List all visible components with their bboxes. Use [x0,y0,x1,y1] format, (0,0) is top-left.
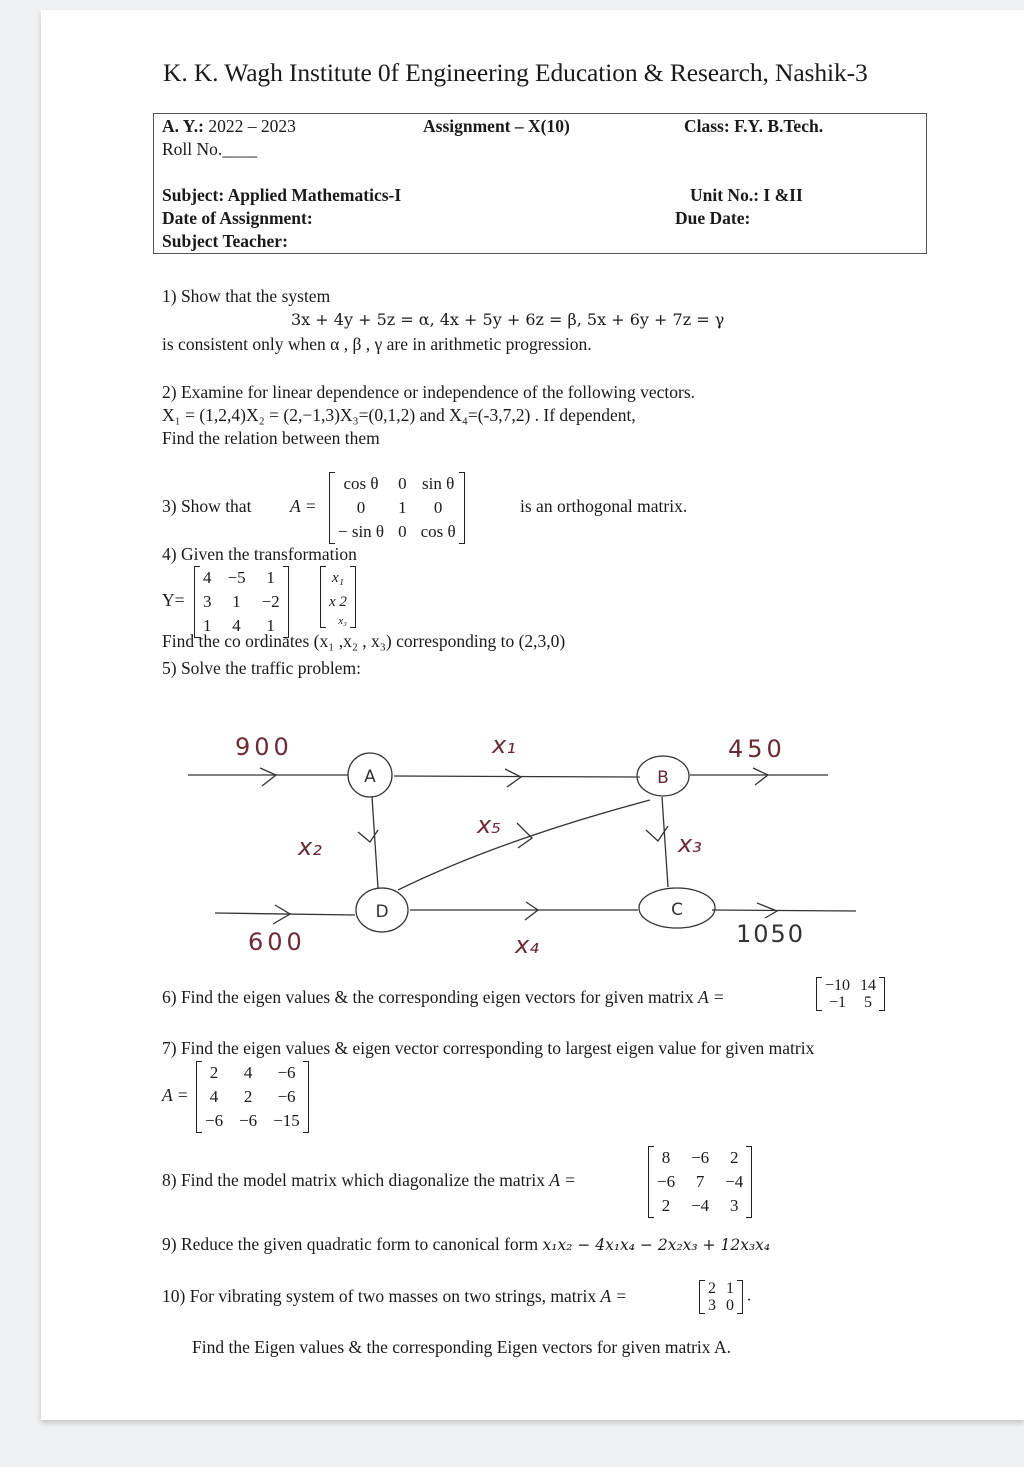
outflow-b-value: 450 [728,735,786,763]
q6-question: 6) Find the eigen values & the corresponding eigen vectors for given matrix [162,987,694,1007]
matrix-cell: 1 [266,616,275,635]
matrix-cell: 3 [203,592,212,611]
matrix-cell: −6 [205,1111,224,1130]
matrix-cell: 1 [398,498,407,517]
matrix-cell: 7 [695,1172,705,1191]
outflow-c-value: 1050 [736,920,806,948]
edge-x4-label: x₄ [515,931,539,959]
subject: Subject: Applied Mathematics-I [162,185,402,205]
q7-matrix [196,1061,309,1133]
q4-matrix [194,566,289,638]
matrix-cell: −4 [691,1196,710,1215]
q4-find-coordinates: Find the co ordinates (x₁ ,x₂ , x₃) corresponding to (2,3,0) [162,631,566,651]
q6-lhs: A = [698,987,725,1007]
matrix-cell: −6 [277,1063,296,1082]
matrix-cell: −6 [691,1148,710,1167]
node-a-label: A [364,767,376,787]
q10-text [162,1286,627,1307]
matrix-cell: 3 [729,1196,739,1215]
arrow-icon [517,823,532,848]
q2-intro: 2) Examine for linear dependence or independence of the following vectors. [162,382,696,402]
arrow-icon [260,768,276,786]
vector-cell: x₁ [332,570,344,586]
matrix-cell: 0 [356,498,366,517]
q2-vectors: X₁ = (1,2,4)X₂ = (2,−1,3)X₃=(0,1,2) and X₄=(-3,7,2) . If dependent, [162,405,636,425]
q8-text [162,1170,576,1191]
vector-cell: x 2 [329,594,347,610]
q4-vector [320,566,356,628]
q9-question: 9) Reduce the given quadratic form to canonical form [162,1234,539,1254]
academic-year-label: A. Y.: [162,116,204,136]
edge-x2-label: x₂ [298,833,322,861]
q4-lhs: Y= [162,590,185,610]
edge-x5-label: x₅ [477,811,501,839]
matrix-cell: −1 [829,994,847,1011]
matrix-cell: 0 [398,474,407,493]
assignment-number: Assignment – X(10) [423,116,570,136]
matrix-cell: 1 [203,616,212,635]
q7-text: 7) Find the eigen values & eigen vector corresponding to largest eigen value for given matrix [162,1038,815,1058]
matrix-cell: −6 [657,1172,676,1191]
matrix-cell: 0 [398,522,407,541]
matrix-cell: 0 [726,1297,734,1314]
q8-lhs: A = [549,1170,576,1190]
academic-year-value: 2022 – 2023 [203,116,296,136]
outflow-c-road [712,910,856,911]
q10-instruction: Find the Eigen values & the corresponding Eigen vectors for given matrix A. [192,1337,731,1357]
node-c-label: C [671,900,683,920]
node-b-label: B [657,768,669,788]
q8-matrix [648,1146,752,1218]
road-d-b [398,800,650,890]
matrix-cell: cos θ [343,474,379,493]
academic-year [162,116,296,137]
matrix-cell: −2 [261,592,280,611]
due-date: Due Date: [675,208,751,228]
arrow-icon [505,769,521,787]
inflow-d-value: 600 [248,928,306,956]
matrix-cell: −4 [725,1172,744,1191]
matrix-cell: 1 [232,592,241,611]
edge-x3-label: x₃ [678,830,702,858]
arrow-icon [753,768,768,785]
q4-intro: 4) Given the transformation [162,544,357,564]
matrix-cell: 5 [864,994,873,1011]
q3-suffix: is an orthogonal matrix. [520,496,688,516]
q3-lhs: A = [290,496,317,516]
q1-intro: 1) Show that the system [162,286,331,306]
matrix-cell: −15 [273,1111,300,1130]
road-a-b [394,776,640,777]
matrix-cell: 0 [433,498,443,517]
q9-expression: x₁x₂ − 4x₁x₄ − 2x₂x₃ + 12x₃x₄ [542,1236,771,1254]
matrix-cell: −10 [825,977,851,994]
matrix-cell: 4 [243,1063,253,1082]
matrix-cell: −6 [239,1111,258,1130]
q6-text [162,987,725,1008]
matrix-cell: 8 [661,1148,671,1167]
q10-matrix [699,1280,751,1314]
matrix-cell: − sin θ [338,522,385,541]
q8-question: 8) Find the model matrix which diagonalize the matrix [162,1170,545,1190]
unit-no: Unit No.: I &II [690,185,803,205]
matrix-cell: cos θ [420,522,456,541]
matrix-cell: 2 [209,1063,219,1082]
matrix-cell: 2 [661,1196,671,1215]
inflow-d-road [215,913,355,915]
node-d-label: D [375,902,389,922]
q1-condition: is consistent only when α , β , γ are in arithmetic progression. [162,334,592,354]
q1-equations: 3x + 4y + 5z = α, 4x + 5y + 6z = β, 5x + 6y + 7z = γ [291,310,725,329]
class-label: Class: F.Y. B.Tech. [684,116,824,136]
q2-relation: Find the relation between them [162,428,380,448]
matrix-cell: 2 [243,1087,253,1106]
matrix-cell: −6 [277,1087,296,1106]
road-b-c [662,797,668,887]
matrix-cell: 2 [708,1280,716,1297]
q10-period: . [747,1287,751,1305]
q9-text [162,1234,770,1255]
matrix-cell: 4 [209,1087,219,1106]
vector-cell: x₃ [338,615,347,627]
matrix-cell: 2 [729,1148,739,1167]
q3-prefix: 3) Show that [162,496,252,516]
q5-intro: 5) Solve the traffic problem: [162,658,361,678]
arrow-icon [525,902,538,920]
matrix-cell: 3 [708,1297,716,1314]
roll-no: Roll No.____ [162,139,258,159]
matrix-cell: −5 [227,568,246,587]
q3-matrix [329,472,465,544]
matrix-cell: 4 [232,616,241,635]
q7-lhs: A = [162,1085,189,1105]
traffic-network-diagram [180,720,870,975]
matrix-cell: sin θ [421,474,455,493]
q10-lhs: A = [600,1286,628,1306]
institute-title: K. K. Wagh Institute 0f Engineering Education & Research, Nashik-3 [163,58,868,87]
q6-matrix [816,977,885,1011]
date-of-assignment: Date of Assignment: [162,208,313,228]
edge-x1-label: x₁ [492,731,516,759]
q10-question: 10) For vibrating system of two masses on two strings, matrix [162,1286,597,1306]
subject-teacher: Subject Teacher: [162,231,288,251]
matrix-cell: 14 [860,977,877,994]
matrix-cell: 1 [266,568,275,587]
matrix-cell: 4 [203,568,212,587]
matrix-cell: 1 [726,1280,734,1297]
inflow-a-value: 900 [235,733,293,761]
road-a-d [372,797,378,888]
